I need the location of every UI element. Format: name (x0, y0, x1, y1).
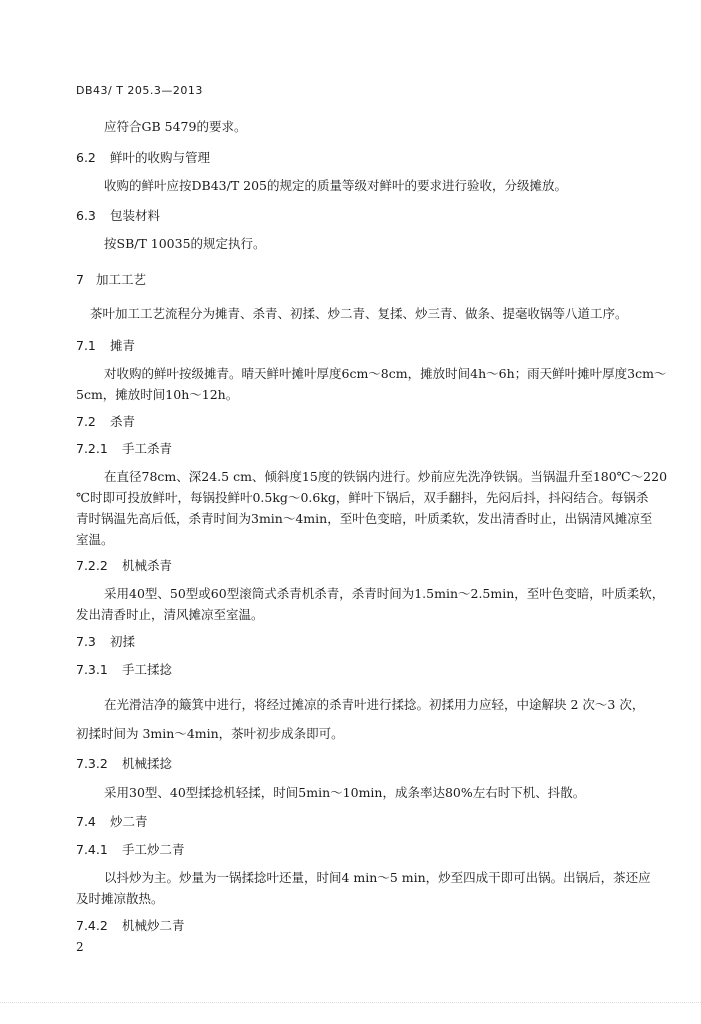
section-number: 7.3 (76, 634, 96, 649)
section-heading-7-1 (76, 336, 135, 354)
page-number: 2 (76, 940, 84, 954)
section-number: 7.4.1 (76, 842, 108, 857)
section-heading-7-3 (76, 632, 135, 650)
paragraph-line: 按SB/T 10035的规定执行。 (104, 236, 266, 251)
paragraph-line: 及时摊凉散热。 (76, 891, 164, 906)
section-heading-7-2-2 (76, 556, 172, 574)
section-title: 手工揉捻 (122, 662, 173, 677)
section-heading-7-2-1 (76, 439, 172, 457)
section-number: 7.4.2 (76, 918, 108, 933)
section-title: 加工工艺 (96, 272, 147, 287)
section-number: 6.3 (76, 208, 96, 223)
section-title: 手工炒二青 (122, 842, 185, 857)
section-title: 机械杀青 (122, 558, 173, 573)
section-heading-7-2 (76, 412, 135, 430)
section-number: 7 (76, 272, 84, 287)
standard-code-header: DB43/ T 205.3—2013 (76, 84, 203, 97)
section-heading-7-3-1 (76, 660, 172, 678)
section-heading-7-3-2 (76, 754, 172, 772)
paragraph-line: 应符合GB 5479的要求。 (104, 119, 247, 134)
section-number: 7.2 (76, 414, 96, 429)
section-title: 摊青 (110, 338, 136, 353)
section-title: 机械揉捻 (122, 756, 173, 771)
section-number: 7.4 (76, 814, 96, 829)
paragraph-line: 对收购的鲜叶按级摊青。晴天鲜叶摊叶厚度6cm～8cm，摊放时间4h～6h；雨天鲜叶摊叶厚度3cm～ (104, 366, 667, 381)
section-number: 7.2.1 (76, 441, 108, 456)
section-title: 杀青 (110, 414, 136, 429)
section-number: 7.3.1 (76, 662, 108, 677)
section-number: 7.3.2 (76, 756, 108, 771)
section-title: 初揉 (110, 634, 136, 649)
paragraph-line: 在直径78cm、深24.5 cm、倾斜度15度的铁锅内进行。炒前应先洗净铁锅。当锅温升至180℃～220 (104, 469, 668, 484)
section-heading-6-2 (76, 148, 210, 166)
paragraph-line: 收购的鲜叶应按DB43/T 205的规定的质量等级对鲜叶的要求进行验收，分级摊放。 (104, 178, 567, 193)
paragraph-line: 在光滑洁净的簸箕中进行，将经过摊凉的杀青叶进行揉捻。初揉用力应轻，中途解块 2 次～3 次， (104, 697, 645, 712)
paragraph-line: 茶叶加工工艺流程分为摊青、杀青、初揉、炒二青、复揉、炒三青、做条、提毫收锅等八道工序。 (90, 306, 628, 321)
paragraph-line: 青时锅温先高后低，杀青时间为3min～4min，至叶色变暗，叶质柔软，发出清香时止，出锅清风摊凉至 (76, 511, 653, 526)
section-title: 炒二青 (110, 814, 148, 829)
section-heading-6-3 (76, 206, 160, 224)
section-heading-7 (76, 270, 146, 288)
section-heading-7-4 (76, 812, 148, 830)
section-number: 6.2 (76, 150, 96, 165)
section-heading-7-4-2 (76, 916, 185, 934)
section-number: 7.2.2 (76, 558, 108, 573)
section-heading-7-4-1 (76, 840, 185, 858)
section-title: 包装材料 (110, 208, 161, 223)
section-title: 鲜叶的收购与管理 (110, 150, 211, 165)
paragraph-line: ℃时即可投放鲜叶，每锅投鲜叶0.5kg～0.6kg，鲜叶下锅后，双手翻抖，先闷后抖，抖闷结合。每锅杀 (76, 490, 649, 505)
paragraph-line: 初揉时间为 3min～4min，茶叶初步成条即可。 (76, 726, 344, 741)
section-title: 机械炒二青 (122, 918, 185, 933)
scan-border-artifact (0, 998, 701, 1003)
section-number: 7.1 (76, 338, 96, 353)
paragraph-line: 采用30型、40型揉捻机轻揉，时间5min～10min，成条率达80%左右时下机、抖散。 (104, 785, 586, 800)
paragraph-line: 以抖炒为主。炒量为一锅揉捻叶还量，时间4 min～5 min，炒至四成干即可出锅。出锅后，茶还应 (104, 870, 651, 885)
section-title: 手工杀青 (122, 441, 173, 456)
paragraph-line: 5cm，摊放时间10h～12h。 (76, 387, 239, 402)
paragraph-line: 发出清香时止，清风摊凉至室温。 (76, 607, 264, 622)
paragraph-line: 室温。 (76, 532, 114, 547)
paragraph-line: 采用40型、50型或60型滚筒式杀青机杀青，杀青时间为1.5min～2.5min，至叶色变暗，叶质柔软， (104, 586, 665, 601)
